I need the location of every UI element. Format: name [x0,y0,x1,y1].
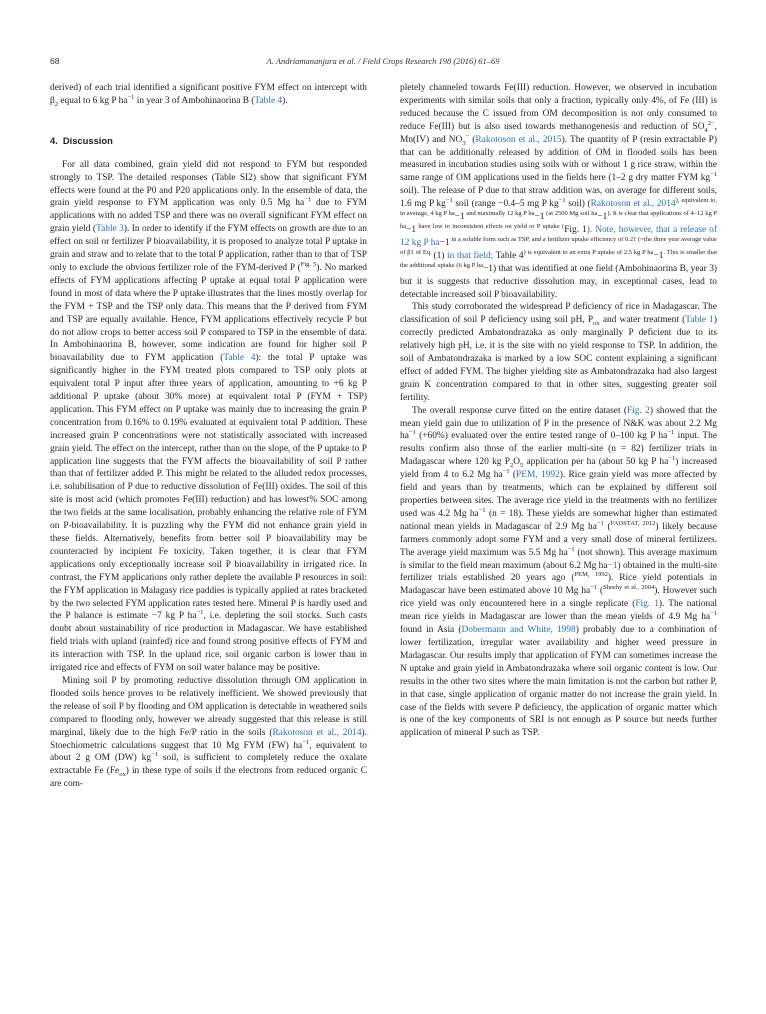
text-run: ). The quantity of P (resin extractable P) that can be additionally released by addition of OM in flooded soils has been measured in incubation studies using soils with or without 1 g rice straw, within the same range of OM applications used in the fields here (1–2 g dry matter FYM kg [400,134,717,184]
text-run: ) probably due to a combination of lower fertilization, irregular water availability and higher weed pressure in Madagascar. Our results imply that application of FYM can sometimes increase the N uptake and grain yield in Ambatondrazaka where soil organic content is low. Our results in the other two sites where the main limitation is not the carbon but rather P, in that case, single application of organic matter do not increase the grain yield. In case of the fields with severe P deficiency, the application of organic matter which is one of the key components of SRI is not enough as P source but needs further application of mineral P such as TSP. [400,625,717,739]
text-run: in year 3 of Ambohinaorina B ( [134,95,255,106]
text-run: (1) [433,250,445,261]
text-run: −1 [483,263,493,274]
subscript: 4 [704,126,708,134]
citation-link[interactable]: Rakotoson et al., 2015 [475,134,562,145]
superscript: Sheehy et al., 2004 [603,584,655,592]
text-run: , Mn(IV) and NO [400,121,717,145]
superscript: −1 [710,610,717,618]
superscript: −1 [710,171,717,179]
text-run: O [513,457,520,468]
text-run: and water treatment ( [599,315,686,326]
citation-link[interactable]: Rakotoson et al., 2014 [590,199,676,210]
text-run: ) that was identified at one field (Ambohinaorina B, year 3) but it is suggests that reductive dissolution may, in exceptional cases, lead to detectable increased soil P bioavailability. [400,263,718,300]
text-run: (n = 18). These yields are somewhat higher than estimated national mean yields in Madagascar of 2.9 Mg ha [400,508,717,532]
text-run: −1 [439,237,450,248]
text-run: ). Rice grain yield was more affected by field and years than by treatments, which can be explained by different soil properties between sites. The average rice yield in the treatments with no fertilizer used was 4.2 Mg ha [400,470,717,519]
section-number: 4. [50,134,58,146]
page-number: 68 [50,56,60,66]
superscript[interactable]: ) is equivalent to an extra P uptake of 2.5 kg P ha [523,248,654,256]
discussion-paragraph-4 [400,301,717,404]
superscript: ), equivalent to, in average, 4 kg P ha [400,197,717,217]
text-run: ). In order to identify if the FYM effects on growth are due to an effect on soil or fertilizer P bioavailability, it is proposed to analyze total P uptake in grain and straw and to relate that to the total P application, rather than to that of TSP only to exclude the obvious fertilizer role of the FYM-derived P ( [50,224,367,273]
citation-link[interactable]: Table 4 [223,353,256,364]
citation-link[interactable]: Fig. 1 [635,599,659,610]
section-title: Discussion [62,134,113,146]
text-run: ( [603,521,611,532]
discussion-paragraph-5 [400,405,717,741]
text-run: −1 [454,212,465,223]
left-column [50,82,367,791]
text-run: ) obtained in the multi-site fertilizer trials established 20 years ago ( [400,560,717,584]
text-run: ) showed that the mean yield gain due to utilization of P in the presence of N&K was about 2.2 Mg ha [400,405,717,442]
text-run: soil) ( [565,199,591,210]
superscript: −1 [445,197,453,205]
intro-paragraph [50,82,367,108]
text-run: ) in these type of soils if the electrons from reduced organic C are com- [50,766,367,790]
citation-link[interactable]: Table 4 [254,95,283,106]
text-run: ). Rice yield potentials in Madagascar have been estimated above 10 Mg ha [400,573,717,597]
text-run: soil, is sufficient to completely reduce the oxalate extractable Fe (Fe [50,753,367,777]
text-run: This study corroborated the widespread P deficiency of rice in Madagascar. The classification of soil P deficiency using soil pH, P [400,302,717,326]
text-run: −1 [597,212,608,223]
text-run: The overall response curve fitted on the entire dataset ( [412,405,627,416]
text-run: ). No marked effects of FYM applications affecting P uptake at equal total P application were found in most of data where the P uptake illustrates that the lines mostly overlap for the FYM + TSP and the TSP only data. This means that the P derived from FYM and TSP are equally available. Hence, FYM applications effectively recycle P but do not allow crops to better access soil P compared to TSP in the ensemble of data. In Ambohinaorina B, however, some indication are found for higher soil P bioavailability due to FYM application ( [50,262,367,364]
text-run: (+60%) evaluated over the entire tested range of 0–100 kg P ha [415,431,668,442]
superscript: −1 [408,429,416,437]
superscript: −1 [478,506,486,514]
superscript: −1 [558,197,566,205]
text-run: , equivalent to about 2 g OM (DW) kg [50,740,367,764]
superscript: (at 2500 Mg soil ha [544,209,598,217]
text-run: ) likely because farmers commonly adopt some FYM and a very small dose of mineral fertilizers. The average yield maximum was 5.5 Mg ha [400,521,717,558]
citation-link[interactable]: Rakotoson et al., 2014 [272,727,362,738]
superscript: −1 [151,751,158,759]
text-run: ). Stoechiometric calculations suggest that 10 Mg FYM (FW) ha [50,727,367,751]
citation-link[interactable]: Table 3 [96,224,124,235]
citation-link[interactable]: Table 1 [685,315,714,326]
text-run: soil). The release of P due to that straw addition was, on average for different soils, 1.6 mg P kg [400,186,717,210]
superscript: FAOSTAT, 2012 [610,519,656,527]
text-run: derived) of each trial identified a significant positive FYM effect on intercept with β [50,83,367,106]
citation-link[interactable]: ). Note, however, that a release of 12 kg P ha [400,224,717,248]
text-run: Mining soil P by promoting reductive dissolution through OM application in flooded soils hence proves to be relatively inefficient. We showed previously that the release of soil P by flooding and OM application is detectable in weathered soils compared to flooding only, however we already suggested that this release is still marginal, likely due to the high Fe/P ratio in the soils ( [50,675,367,738]
citation-link[interactable]: Fig. 2 [626,405,650,416]
running-head: A. Andriamananjara et al. / Field Crops Research 198 (2016) 61–69 [266,56,500,66]
text-run: pletely channeled towards Fe(III) reduction. However, we observed in incubation experiments with similar soils that only a fraction, typically only 4%, of Fe (III) is reduced because the C issued from OM decomposition is not only consumed to reduce Fe(III) but is also used towards methanogenesis and reduction of SO [400,83,717,132]
discussion-paragraph-2 [50,675,367,791]
citation-link[interactable]: −1 [607,560,618,571]
superscript: −1 [196,609,204,617]
text-run: −1 [406,224,417,235]
superscript: in a soluble form such as TSP, and a fertilizer uptake efficiency of 0.21 (=the three year average value of β1 of Eq. [400,235,717,256]
citation-link[interactable]: PEM, 1992 [516,470,560,481]
superscript: − [465,132,470,140]
citation-link[interactable]: in that field; [444,250,496,261]
superscript[interactable]: −1 [590,584,598,592]
subscript: ox [593,320,600,328]
superscript: −1 [502,468,510,476]
subscript: 2 [509,462,514,470]
text-run: equal to 6 kg P ha [58,95,128,106]
text-run: soil (range −0.4–5 mg P kg [452,199,559,210]
subscript: ox [119,771,126,779]
text-run: ). The national mean rice yields in Madagascar are lower than the mean yields of 4.9 Mg ha [400,599,718,623]
text-run: ) correctly predicted Ambatondrazaka as only marginally P deficient due to its relatively high pH, i.e. it is the site with no yield response to TSP. In addition, the soil of Ambatondrazaka is marked by a low SOC content explaining a significant effect of added FYM. The higher yielding site as Ambatondrazaka had also largest grain K concentration compared to that in other sites, suggesting greater soil fertility. [400,315,717,403]
text-run: (not shown). This average maximum is similar to the field mean maximum (about 6.2 Mg ha [400,547,717,571]
text-run: For all data combined, grain yield did not respond to FYM but responded strongly to TSP. The detailed responses (Table SI2) show that significant FYM effects were found at the P0 and P20 applications only. In the ensemble of data, the grain yield response to FYM application was only 0.5 Mg ha [50,159,367,209]
superscript: −1 [667,429,675,437]
superscript[interactable]: Fig. 5 [300,260,317,268]
subscript: 2 [54,100,59,108]
superscript: −1 [302,738,310,746]
superscript: −1 [567,545,575,553]
discussion-paragraph-1 [50,159,367,675]
superscript: and maximally 12 kg P ha [464,209,535,217]
right-column [400,82,717,740]
superscript: −1 [127,93,135,101]
subscript: 5 [519,462,524,470]
text-run: ). [282,95,288,106]
superscript: −1 [304,196,312,204]
text-run: ). However such rice yield was only encountered here in a single replicate ( [400,586,717,610]
subscript: 3 [462,139,466,147]
text-run: ( [469,134,476,145]
text-run: ): the total P uptake was significantly higher in the FYM treated plots compared to TSP only plots at equivalent total P input after three years of application, amounting to +6 kg P additional P uptake (about 30% more) at equivalent total P (FYM + TSP) application. This FYM effect on P uptake was mainly due to increasing the grain P concentration from 0.16% to 0.19% evaluated at equivalent total P addition. These increased grain P concentrations were not statistically associated with increased grain yield. The effect on the intercept, rather than on the slope, of the P uptake to P application line suggests that the FYM affects the bioavailability of soil P rather than that of fertilizer added P. This might be related to the alluded redox processes, i.e. solubilisation of P due to reductive dissolution of Fe(III) oxides. The soil of this site is most acid (which promotes Fe(III) reduction) and has lowest% SOC among the two fields at the same localisation, probably enhancing the relative role of FYM on P-bioavailability. It is puzzling why the FYM did not enhance grain yield in these fields. Alternatively, benefits from better soil P bioavailability may be counteracted by incipient Fe toxicity. Taken together, it is clear that FYM applications only exceptionally increase soil P bioavailability in irrigated rice. In contrast, the FYM applications only rather deplete the available P resources in soil: the FYM application in Malagasy rice paddies is typically applied at rates bracketed by the two selected FYM application rates tested here. Mineral P is hardly used and the P balance is estimate −7 kg P ha [50,353,368,622]
citation-link[interactable]: Dobermann and White, 1998 [461,625,576,636]
text-run: ( [509,470,516,481]
text-run: −1 [653,250,664,261]
text-run: ) increased yield from 4 to 6.2 Mg ha [400,457,717,481]
superscript: PEM, 1992 [574,571,608,579]
discussion-paragraph-3 [400,82,717,301]
superscript: . This is smaller that the additional uptake (6 kg P ha [400,248,717,269]
text-run: application per ha (about 50 kg P ha [523,457,669,468]
superscript: have low to inconsistent effects on yield or P uptake ( [416,222,565,230]
text-run: found in Asia ( [400,625,462,636]
superscript: −1 [668,455,676,463]
text-run: ( [597,586,604,597]
superscript: 2− [707,119,715,127]
section-heading [50,135,367,148]
text-run: Fig. 1 [564,224,587,235]
text-run: due to FYM applications with no added TSP and there was no overall significant FYM effect on grain yield ( [50,198,367,235]
superscript: ). It is clear that applications of 4–12 kg P ha [400,209,717,230]
superscript: −1 [596,519,604,527]
text-run: Table 4 [495,250,524,261]
text-run: , i.e. depleting the soil stocks. Such casts doubt about sustainability of rice production in Madagascar. We have established field trials with upland (rainfed) rice and found strong positive effects of FYM and its interaction with TSP. In the upland rice, soil organic carbon is lower than in irrigated rice and effects of FYM on soil water balance may be positive. [50,611,368,674]
text-run: input. The results confirm also those of the earlier multi-site (n = 82) fertilizer trials in Madagascar where 120 kg P [400,431,717,468]
text-run: −1 [534,212,545,223]
